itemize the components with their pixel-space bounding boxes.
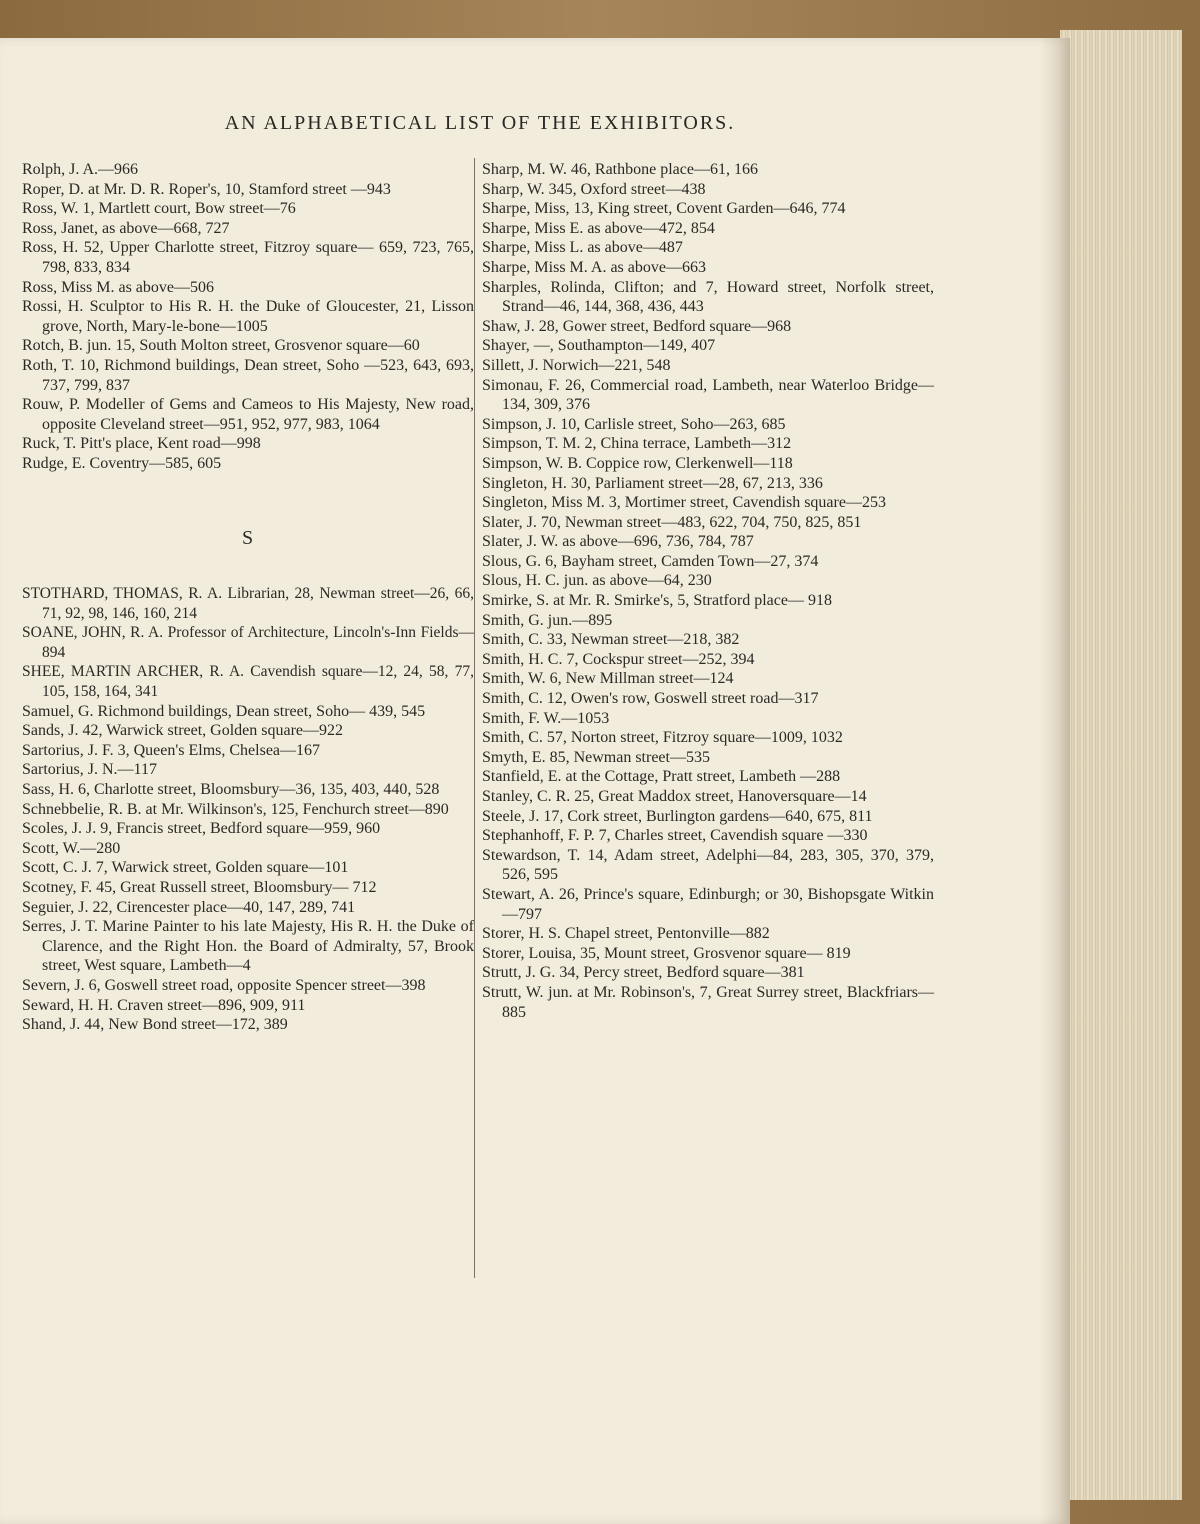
exhibitor-entry: Smyth, E. 85, Newman street—535 [482, 748, 710, 766]
exhibitor-entry: Rudge, E. Coventry—585, 605 [22, 454, 222, 472]
exhibitor-entry: Schnebbelie, R. B. at Mr. Wilkinson's, 125, Fenchurch street—890 [22, 800, 449, 818]
exhibitor-entry: Smith, G. jun.—895 [482, 611, 613, 629]
exhibitor-entry: Sharpe, Miss E. as above—472, 854 [482, 219, 715, 237]
exhibitor-entry: Singleton, Miss M. 3, Mortimer street, Cavendish square—253 [482, 494, 886, 512]
left-column [22, 160, 474, 1035]
exhibitor-entry: Samuel, G. Richmond buildings, Dean street, Soho— 439, 545 [22, 702, 426, 720]
exhibitor-entry: Smith, C. 12, Owen's row, Goswell street road—317 [482, 690, 819, 708]
exhibitor-entry-academician: SHEE, MARTIN ARCHER, R. A. Cavendish square—12, 24, 58, 77, 105, 158, 164, 341 [22, 663, 474, 701]
exhibitor-entry: Scoles, J. J. 9, Francis street, Bedford square—959, 960 [22, 820, 381, 838]
exhibitor-entry: Stanfield, E. at the Cottage, Pratt street, Lambeth —288 [482, 768, 841, 786]
exhibitor-entry: Smith, F. W.—1053 [482, 709, 610, 727]
exhibitor-entry: Ross, H. 52, Upper Charlotte street, Fitzroy square— 659, 723, 765, 798, 833, 834 [22, 239, 474, 276]
entry-list-s [22, 584, 474, 1035]
exhibitor-entry: Scott, W.—280 [22, 839, 121, 857]
page-edges [1060, 30, 1182, 1500]
exhibitor-entry: Simpson, T. M. 2, China terrace, Lambeth—312 [482, 435, 792, 453]
exhibitor-entry: Singleton, H. 30, Parliament street—28, 67, 213, 336 [482, 474, 823, 492]
section-letter: S [241, 526, 255, 549]
exhibitor-entry: Sharples, Rolinda, Clifton; and 7, Howard street, Norfolk street, Strand—46, 144, 368, 436, 443 [482, 278, 934, 316]
entry-list-r [22, 160, 474, 474]
exhibitor-entry: Smith, H. C. 7, Cockspur street—252, 394 [482, 650, 755, 668]
exhibitor-entry: Sass, H. 6, Charlotte street, Bloomsbury—36, 135, 403, 440, 528 [22, 781, 440, 799]
right-column [482, 160, 934, 1022]
exhibitor-entry: Stephanhoff, F. P. 7, Charles street, Cavendish square —330 [482, 827, 868, 845]
exhibitor-entry: Slater, J. W. as above—696, 736, 784, 787 [482, 533, 754, 551]
exhibitor-entry: Simonau, F. 26, Commercial road, Lambeth, near Waterloo Bridge—134, 309, 376 [482, 376, 934, 414]
exhibitor-entry: Smith, C. 57, Norton street, Fitzroy square—1009, 1032 [482, 729, 843, 747]
exhibitor-entry: Ross, Janet, as above—668, 727 [22, 219, 230, 237]
exhibitor-entry: Storer, H. S. Chapel street, Pentonville—882 [482, 925, 770, 943]
exhibitor-entry: Sharp, W. 345, Oxford street—438 [482, 180, 706, 198]
exhibitor-entry: Rossi, H. Sculptor to His R. H. the Duke of Gloucester, 21, Lisson grove, North, Mary-le-bone—1005 [22, 298, 474, 335]
column-divider [474, 158, 475, 1278]
exhibitor-entry: Sharpe, Miss, 13, King street, Covent Garden—646, 774 [482, 200, 846, 218]
exhibitor-entry: Rouw, P. Modeller of Gems and Cameos to His Majesty, New road, opposite Cleveland street—951, 952, 977, 983, 1064 [22, 396, 474, 433]
exhibitor-entry: Simpson, W. B. Coppice row, Clerkenwell—118 [482, 454, 793, 472]
exhibitor-entry: Strutt, W. jun. at Mr. Robinson's, 7, Great Surrey street, Blackfriars—885 [482, 983, 934, 1021]
exhibitor-entry: Sharpe, Miss L. as above—487 [482, 239, 683, 257]
exhibitor-entry: Stewart, A. 26, Prince's square, Edinburgh; or 30, Bishopsgate Witkin—797 [482, 885, 934, 923]
exhibitor-entry: Scott, C. J. 7, Warwick street, Golden square—101 [22, 859, 349, 877]
exhibitor-entry: Sharpe, Miss M. A. as above—663 [482, 258, 706, 276]
exhibitor-entry: Shaw, J. 28, Gower street, Bedford square—968 [482, 317, 792, 335]
exhibitor-entry: Simpson, J. 10, Carlisle street, Soho—263, 685 [482, 415, 786, 433]
exhibitor-entry: Slater, J. 70, Newman street—483, 622, 704, 750, 825, 851 [482, 513, 862, 531]
exhibitor-entry: Smith, W. 6, New Millman street—124 [482, 670, 734, 688]
exhibitor-entry: Slous, G. 6, Bayham street, Camden Town—27, 374 [482, 552, 819, 570]
exhibitor-entry: Steele, J. 17, Cork street, Burlington gardens—640, 675, 811 [482, 807, 873, 825]
exhibitor-entry: Shand, J. 44, New Bond street—172, 389 [22, 1016, 288, 1034]
exhibitor-entry: Sillett, J. Norwich—221, 548 [482, 356, 671, 374]
exhibitor-entry: Strutt, J. G. 34, Percy street, Bedford square—381 [482, 964, 805, 982]
exhibitor-entry: Serres, J. T. Marine Painter to his late Majesty, His R. H. the Duke of Clarence, and the Right Hon. the Board of Admiralty, 57, Brook street, West square, Lambeth—4 [22, 918, 474, 975]
exhibitor-entry: Sharp, M. W. 46, Rathbone place—61, 166 [482, 161, 758, 178]
exhibitor-entry: Scotney, F. 45, Great Russell street, Bloomsbury— 712 [22, 879, 377, 896]
exhibitor-entry: Smirke, S. at Mr. R. Smirke's, 5, Stratford place— 918 [482, 592, 832, 610]
exhibitor-entry: Storer, Louisa, 35, Mount street, Grosvenor square— 819 [482, 944, 851, 962]
exhibitor-entry-academician: SOANE, JOHN, R. A. Professor of Architecture, Lincoln's-Inn Fields—894 [22, 624, 474, 661]
exhibitor-entry: Roper, D. at Mr. D. R. Roper's, 10, Stamford street —943 [22, 180, 391, 198]
exhibitor-entry: Sands, J. 42, Warwick street, Golden square—922 [22, 722, 344, 740]
exhibitor-entry: Roth, T. 10, Richmond buildings, Dean street, Soho —523, 643, 693, 737, 799, 837 [22, 356, 474, 394]
exhibitor-entry: Seguier, J. 22, Cirencester place—40, 147, 289, 741 [22, 898, 356, 916]
exhibitor-entry: Shayer, —, Southampton—149, 407 [482, 337, 716, 355]
exhibitor-entry: Rotch, B. jun. 15, South Molton street, Grosvenor square—60 [22, 337, 420, 355]
exhibitor-entry: Ruck, T. Pitt's place, Kent road—998 [22, 435, 261, 453]
running-head: AN ALPHABETICAL LIST OF THE EXHIBITORS. [224, 112, 736, 134]
exhibitor-entry: Smith, C. 33, Newman street—218, 382 [482, 631, 740, 649]
exhibitor-entry: Severn, J. 6, Goswell street road, opposite Spencer street—398 [22, 976, 426, 994]
exhibitor-entry: Sartorius, J. N.—117 [22, 761, 157, 779]
exhibitor-entry: Slous, H. C. jun. as above—64, 230 [482, 572, 712, 590]
exhibitor-entry: Rolph, J. A.—966 [22, 161, 139, 178]
exhibitor-entry: Ross, W. 1, Martlett court, Bow street—76 [22, 200, 296, 218]
exhibitor-entry-academician: STOTHARD, THOMAS, R. A. Librarian, 28, Newman street—26, 66, 71, 92, 98, 146, 160, 214 [22, 585, 474, 622]
page-gutter-shadow [1040, 38, 1070, 1524]
exhibitor-entry: Stanley, C. R. 25, Great Maddox street, Hanoversquare—14 [482, 788, 867, 805]
exhibitor-entry: Ross, Miss M. as above—506 [22, 278, 215, 296]
exhibitor-entry: Seward, H. H. Craven street—896, 909, 911 [22, 996, 306, 1014]
exhibitor-entry: Stewardson, T. 14, Adam street, Adelphi—84, 283, 305, 370, 379, 526, 595 [482, 846, 934, 884]
exhibitor-entry: Sartorius, J. F. 3, Queen's Elms, Chelsea—167 [22, 741, 321, 759]
